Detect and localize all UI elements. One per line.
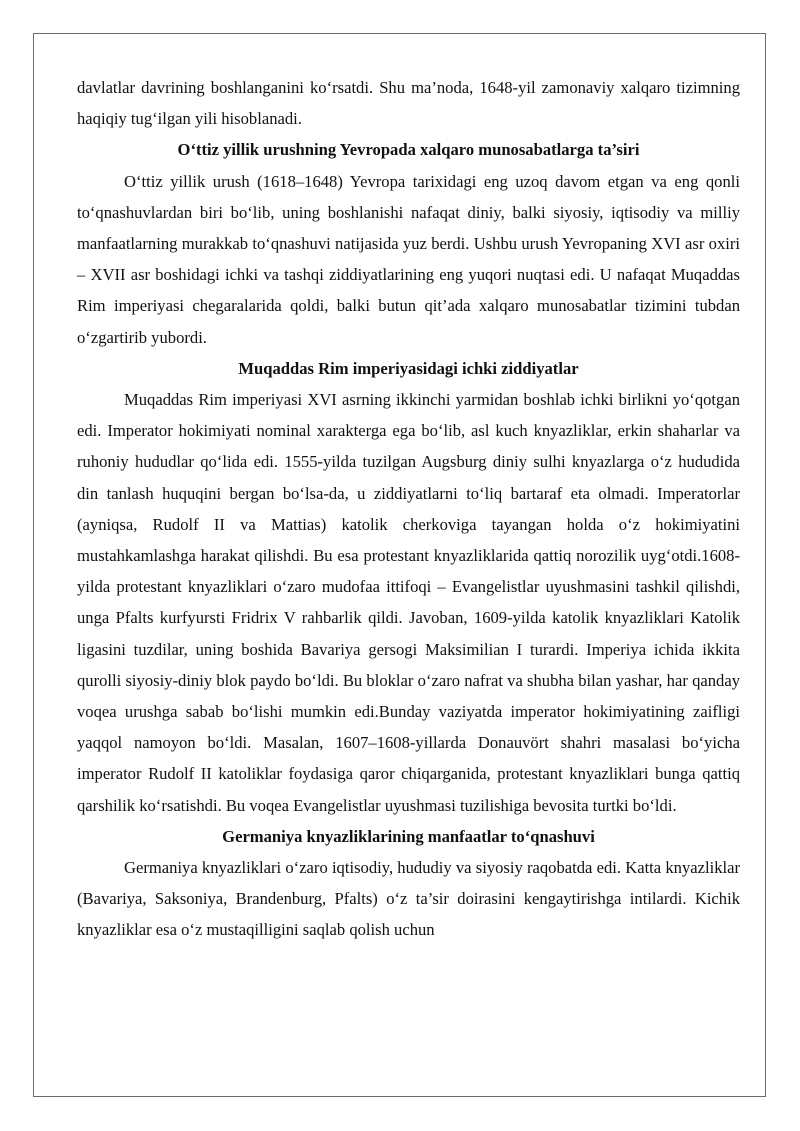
paragraph-thirty-years-war: O‘ttiz yillik urush (1618–1648) Yevropa tarixidagi eng uzoq davom etgan va eng qonli to‘qnashuvlardan biri bo‘lib, uning boshlanishi nafaqat diniy, balki siyosiy, iqtisodiy va milliy manfaatlarning murakkab to‘qnashuvi natijasida yuz berdi. Ushbu urush Yevropaning XVI asr oxiri – XVII asr boshidagi ichki va tashqi ziddiyatlarining eng yuqori nuqtasi edi. U nafaqat Muqaddas Rim imperiyasi chegaralarida qoldi, balki butun qit’ada xalqaro munosabatlar tizimini tubdan o‘zgartirib yubordi.: [77, 171, 740, 347]
section-heading-thirty-years-war-impact: O‘ttiz yillik urushning Yevropada xalqaro munosabatlarga ta’siri: [177, 140, 640, 160]
document-body: [77, 72, 740, 946]
paragraph-continuation: davlatlar davrining boshlanganini ko‘rsatdi. Shu ma’noda, 1648-yil zamonaviy xalqaro tizimning haqiqiy tug‘ilgan yili hisoblanadi.: [77, 78, 740, 129]
section-heading-internal-conflicts: Muqaddas Rim imperiyasidagi ichki ziddiyatlar: [238, 358, 579, 378]
paragraph-internal-conflicts: Muqaddas Rim imperiyasi XVI asrning ikkinchi yarmidan boshlab ichki birlikni yo‘qotgan edi. Imperator hokimiyati nominal xarakterga ega bo‘lib, asl kuch knyazliklar, erkin shaharlar va ruhoniy hududlar qo‘lida edi. 1555-yilda tuzilgan Augsburg diniy sulhi knyazlarga o‘z hududida din tanlash huquqini bergan bo‘lsa-da, u ziddiyatlarni to‘liq bartaraf eta olmadi. Imperatorlar (ayniqsa, Rudolf II va Mattias) katolik cherkoviga tayangan holda o‘z hokimiyatini mustahkamlashga harakat qilishdi. Bu esa protestant knyazliklarida qattiq norozilik uyg‘otdi.1608-yilda protestant knyazliklari o‘zaro mudofaa ittifoqi – Evangelistlar uyushmasini tashkil qilishdi, unga Pfalts kurfyursti Fridrix V rahbarlik qildi. Javoban, 1609-yilda katolik knyazliklari Katolik ligasini tuzdilar, uning boshida Bavariya gersogi Maksimilian I turardi. Imperiya ichida ikkita qurolli siyosiy-diniy blok paydo bo‘ldi. Bu bloklar o‘zaro nafrat va shubha bilan yashar, har qanday voqea urushga sabab bo‘lishi mumkin edi.Bunday vaziyatda imperator hokimiyatining zaifligi yaqqol namoyon bo‘ldi. Masalan, 1607–1608-yillarda Donauvört shahri masalasi bo‘yicha imperator Rudolf II katoliklar foydasiga qaror chiqarganida, protestant knyazliklari bunga qattiq qarshilik ko‘rsatishdi. Bu voqea Evangelistlar uyushmasi tuzilishiga bevosita turtki bo‘ldi.: [77, 390, 740, 815]
section-heading-principalities-interests: Germaniya knyazliklarining manfaatlar to‘qnashuvi: [222, 826, 595, 846]
paragraph-principalities-interests: Germaniya knyazliklari o‘zaro iqtisodiy, hududiy va siyosiy raqobatda edi. Katta knyazliklar (Bavariya, Saksoniya, Brandenburg, Pfalts) o‘z ta’sir doirasini kengaytirishga intilardi. Kichik knyazliklar esa o‘z mustaqilligini saqlab qolish uchun: [77, 858, 740, 940]
